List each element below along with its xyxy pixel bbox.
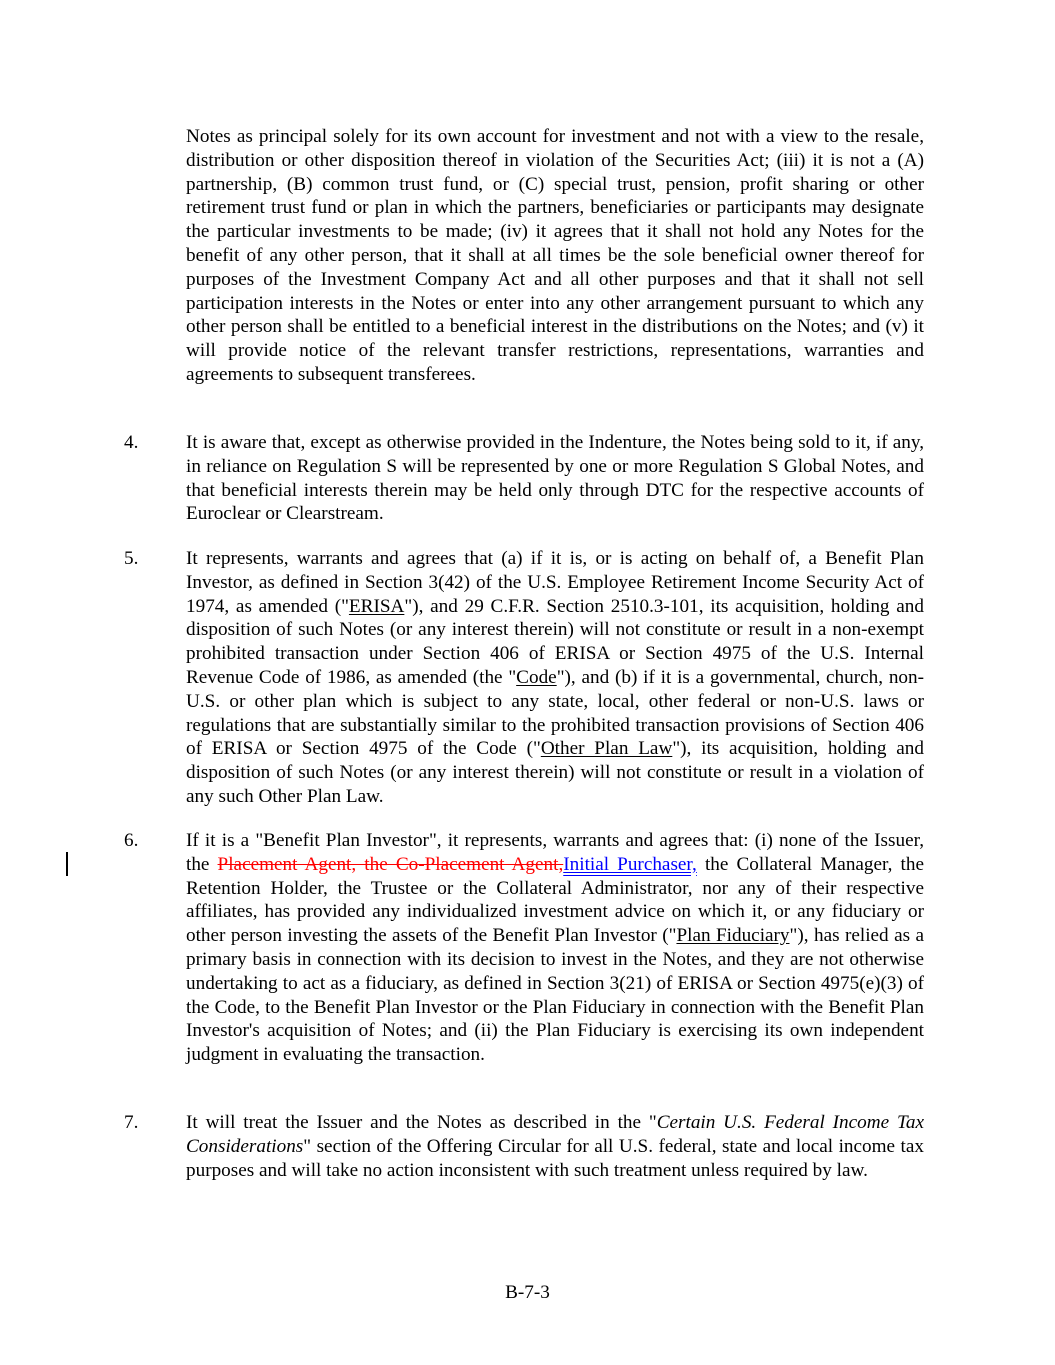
text-run: " section of the Offering Circular for all U.S. federal, state and local income tax purposes and will take no action inconsistent with such treatment unless required by law.: [186, 1135, 924, 1181]
item-body: [186, 1111, 924, 1182]
text-run: It will treat the Issuer and the Notes as described in the ": [186, 1112, 657, 1133]
item-number: 7.: [124, 1112, 139, 1133]
text-run: "), and (b) if it is a governmental, church, non-U.S. or other plan which is subject to any state, local, other federal or non-U.S. laws or regulations that are substantially similar to the prohibited transaction provisions of Section 406 of ERISA or Section 4975 of the Code (": [186, 666, 924, 760]
defined-term-erisa: ERISA: [348, 595, 405, 617]
text-run: "), has relied as a primary basis in connection with its decision to invest in the Notes, and they are not otherwise undertaking to act as a fiduciary, as defined in Section 3(21) of ERISA or Section 4975(e)(3) of the Code, to the Benefit Plan Investor or the Plan Fiduciary in connection with the Benefit Plan Investor's acquisition of Notes; and (ii) the Plan Fiduciary is exercising its own independent judgment in evaluating the transaction.: [186, 925, 924, 1066]
continuation-paragraph: Notes as principal solely for its own account for investment and not with a view to the resale, distribution or other disposition thereof in violation of the Securities Act; (iii) it is not a (A) partnership, (B) common trust fund, or (C) special trust, pension, profit sharing or other retirement trust fund or plan in which the partners, beneficiaries or participants may designate the particular investments to be made; (iv) it agrees that it shall not hold any Notes for the benefit of any other person, that it shall at all times be the sole beneficial owner thereof for purposes of the Investment Company Act and all other purposes and that it shall not sell participation interests in the Notes or enter into any other arrangement pursuant to which any other person shall be entitled to a beneficial interest in the distributions on the Notes; and (v) it will provide notice of the relevant transfer restrictions, representations, warranties and agreements to subsequent transferees.: [186, 126, 924, 385]
item-body: [186, 829, 924, 1067]
section-title-italic: Certain U.S. Federal Income Tax Considerations: [186, 1112, 924, 1157]
text-run: "), its acquisition, holding and disposition of such Notes (or any interest therein) will not constitute or result in a violation of any such Other Plan Law.: [186, 738, 924, 807]
defined-term-other-plan-law: Other Plan Law: [540, 738, 673, 760]
deleted-text: Placement Agent, the Co-Placement Agent,: [217, 853, 564, 875]
text-run: the Collateral Manager, the Retention Holder, the Trustee or the Collateral Administrator, nor any of their respective affiliates, has provided any individualized investment advice on which it, or any fiduciary or other person investing the assets of the Benefit Plan Investor (": [186, 853, 924, 947]
page-number: B-7-3: [505, 1282, 550, 1303]
text-run: It represents, warrants and agrees that (a) if it is, or is acting on behalf of, a Benefit Plan Investor, as defined in Section 3(42) of the U.S. Employee Retirement Income Security Act of 1974, as amended (": [186, 548, 924, 617]
inserted-text: Initial Purchaser,: [563, 853, 697, 875]
text-run: If it is a "Benefit Plan Investor", it represents, warrants and agrees that: (i) none of the Issuer, the: [186, 830, 924, 875]
item-number: 6.: [124, 830, 139, 851]
revision-change-bar: [66, 852, 68, 876]
item-body: [186, 547, 924, 809]
defined-term-plan-fiduciary: Plan Fiduciary: [676, 925, 790, 947]
item-body: It is aware that, except as otherwise provided in the Indenture, the Notes being sold to it, if any, in reliance on Regulation S will be represented by one or more Regulation S Global Notes, and that beneficial interests therein may be held only through DTC for the respective accounts of Euroclear or Clearstream.: [186, 432, 924, 525]
defined-term-code: Code: [516, 666, 557, 688]
text-run: "), and 29 C.F.R. Section 2510.3-101, its acquisition, holding and disposition of such Notes (or any interest therein) will not constitute or result in a non-exempt prohibited transaction under Section 406 of ERISA or Section 4975 of the U.S. Internal Revenue Code of 1986, as amended (the ": [186, 595, 924, 688]
item-number: 4.: [124, 432, 139, 453]
item-number: 5.: [124, 548, 139, 569]
